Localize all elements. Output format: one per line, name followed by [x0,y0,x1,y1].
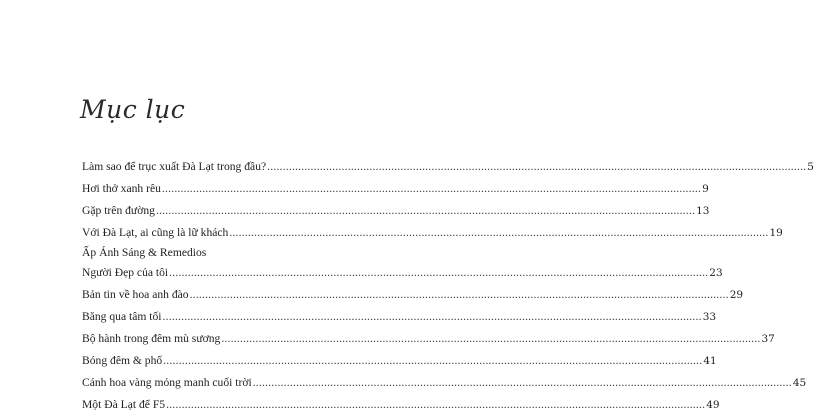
toc-entry-page: 29 [729,289,744,301]
toc-entry-page: 33 [702,311,717,323]
toc-entry-page: 37 [761,333,775,345]
toc-entry-title-line-1: Ấp Ánh Sáng & Remedios [82,246,207,259]
dot-leader [229,222,768,244]
dot-leader [190,284,729,306]
dot-leader [163,306,702,328]
toc-entry-title: Bóng đêm & phố [82,354,163,367]
toc-heading: Mục lục [80,94,186,124]
toc-entry-5 [82,244,723,284]
dot-leader [253,372,792,394]
toc-entry-9 [82,350,717,372]
toc-entry-10 [82,372,807,394]
toc-entry-title: Làm sao để trục xuất Đà Lạt trong đầu? [82,160,267,173]
toc-entry-page: 41 [703,355,717,367]
toc-entry-page: 13 [696,205,710,217]
toc-entry-title: Bộ hành trong đêm mù sương [82,332,221,345]
toc-entry-page: 19 [769,227,783,239]
toc-entry-page: 45 [792,377,807,389]
toc-entry-title-line-2: Người Đẹp của tôi [82,266,169,279]
toc-entry-7 [82,306,717,328]
dot-leader [267,156,806,178]
toc-entry-1 [82,156,814,178]
toc-entry-2 [82,178,709,200]
toc-entry-page: 49 [706,399,720,411]
toc-entry-8 [82,328,775,350]
dot-leader [221,328,760,350]
dot-leader [169,262,708,284]
dot-leader [163,350,702,372]
toc-entry-3 [82,200,710,222]
toc-entry-title: Với Đà Lạt, ai cũng là lữ khách [82,226,229,239]
toc-entry-title: Hơi thở xanh rêu [82,182,161,195]
toc-entry-11 [82,394,720,416]
toc-entry-title: Băng qua tâm tối [82,310,162,323]
table-of-contents [82,156,814,416]
toc-entry-page: 9 [702,183,709,195]
toc-entry-title: Gặp trên đường [82,204,155,217]
toc-entry-title: Một Đà Lạt để F5 [82,398,166,411]
dot-leader [166,394,705,416]
toc-entry-page: 23 [709,267,723,279]
dot-leader [156,200,695,222]
toc-entry-title: Cánh hoa vàng mỏng manh cuối trời [82,376,252,389]
toc-entry-4 [82,222,783,244]
toc-entry-6 [82,284,744,306]
toc-entry-title: Bản tin về hoa anh đào [82,288,189,301]
dot-leader [162,178,701,200]
toc-entry-page: 5 [807,161,814,173]
